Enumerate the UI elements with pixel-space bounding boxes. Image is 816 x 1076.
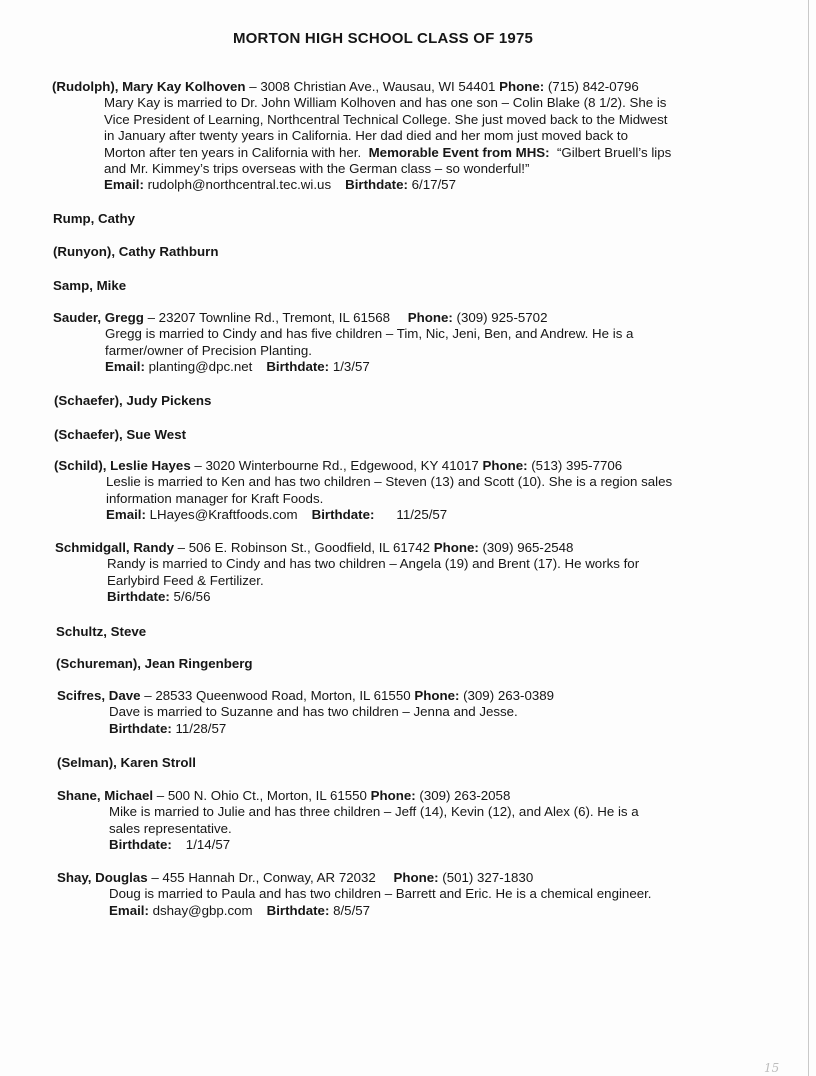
birthdate-value: 1/3/57 — [332, 359, 370, 375]
email-label: Email: — [106, 507, 146, 523]
phone-number: (309) 263-2058 — [419, 788, 511, 803]
phone-number: (513) 395-7706 — [531, 458, 623, 473]
phone-label: Phone: — [414, 688, 460, 703]
birthdate-label: Birthdate: — [345, 177, 408, 193]
alumni-entry — [57, 788, 757, 854]
alumni-entry — [55, 540, 755, 606]
alumni-name: Scifres, Dave — [57, 688, 141, 703]
alumni-entry — [53, 211, 753, 227]
bio-text: Morton after ten years in California with her. — [104, 144, 362, 160]
contact-line — [109, 837, 757, 853]
alumni-entry — [54, 458, 754, 524]
entry-bio — [55, 556, 755, 605]
birthdate-label: Birthdate: — [311, 507, 375, 523]
alumni-name: Schultz, Steve — [56, 624, 147, 639]
alumni-name: (Runyon), Cathy Rathburn — [53, 244, 219, 259]
entry-header — [53, 310, 753, 326]
contact-line — [105, 359, 753, 375]
bio-line: Mike is married to Julie and has three children – Jeff (14), Kevin (12), and Alex (6). He is a — [109, 804, 639, 820]
page-number: 15 — [764, 1061, 780, 1075]
alumni-entry — [53, 310, 753, 376]
email-value: planting@dpc.net — [148, 359, 253, 375]
birthdate-value: 8/5/57 — [333, 902, 371, 918]
phone-label: Phone: — [407, 310, 453, 325]
bio-line — [104, 145, 752, 161]
bio-line: in January after twenty years in California. Her dad died and her mom just moved back to — [104, 128, 629, 144]
bio-line: Leslie is married to Ken and has two children – Steven (13) and Scott (10). She is a region sales — [106, 474, 673, 490]
bio-line: and Mr. Kimmey’s trips overseas with the German class – so wonderful!” — [104, 161, 530, 177]
entry-bio — [57, 804, 757, 853]
entry-header — [57, 688, 757, 704]
birthdate-value: 5/6/56 — [173, 589, 211, 605]
bio-line: sales representative. — [109, 820, 232, 836]
birthdate-label: Birthdate: — [109, 720, 172, 736]
contact-line — [107, 589, 755, 605]
page-edge — [808, 0, 809, 1076]
email-value: rudolph@northcentral.tec.wi.us — [147, 177, 332, 193]
bio-line: Doug is married to Paula and has two children – Barrett and Eric. He is a chemical engineer. — [109, 886, 652, 902]
birthdate-label: Birthdate: — [109, 837, 172, 853]
page-title: MORTON HIGH SCHOOL CLASS OF 1975 — [232, 30, 534, 47]
bio-line: information manager for Kraft Foods. — [106, 490, 324, 506]
alumni-entry — [53, 278, 753, 294]
alumni-entry — [54, 427, 754, 443]
alumni-address: – 3008 Christian Ave., Wausau, WI 54401 — [249, 79, 496, 94]
birthdate-value: 6/17/57 — [411, 177, 456, 193]
birthdate-label: Birthdate: — [107, 589, 170, 605]
entry-bio — [52, 95, 752, 193]
alumni-name: (Schureman), Jean Ringenberg — [56, 656, 253, 671]
entry-bio — [54, 474, 754, 523]
birthdate-value: 11/28/57 — [175, 720, 227, 736]
bio-line: Vice President of Learning, Northcentral Technical College. She just moved back to the Midwest — [104, 111, 668, 127]
phone-label: Phone: — [393, 870, 439, 885]
alumni-entry — [52, 79, 752, 194]
contact-line — [109, 721, 757, 737]
alumni-entry — [56, 624, 756, 640]
entry-bio — [57, 704, 757, 737]
alumni-name: Schmidgall, Randy — [55, 540, 174, 555]
alumni-name: (Selman), Karen Stroll — [57, 755, 196, 770]
birthdate-label: Birthdate: — [266, 359, 330, 375]
contact-line — [109, 903, 757, 919]
email-value: LHayes@Kraftfoods.com — [149, 507, 298, 523]
phone-number: (501) 327-1830 — [442, 870, 534, 885]
email-label: Email: — [105, 359, 145, 375]
memorable-text: “Gilbert Bruell’s lips — [557, 144, 672, 160]
contact-line — [106, 507, 754, 523]
alumni-name: Samp, Mike — [53, 278, 127, 293]
alumni-name: Rump, Cathy — [53, 211, 136, 226]
bio-line: Mary Kay is married to Dr. John William Kolhoven and has one son – Colin Blake (8 1/2). She is — [104, 95, 667, 111]
phone-number: (309) 263-0389 — [463, 688, 555, 703]
entry-header — [55, 540, 755, 556]
bio-line: farmer/owner of Precision Planting. — [105, 342, 312, 358]
alumni-name: Shay, Douglas — [57, 870, 148, 885]
alumni-name: (Schaefer), Sue West — [54, 427, 187, 442]
birthdate-value: 11/25/57 — [396, 507, 448, 523]
alumni-address: – 506 E. Robinson St., Goodfield, IL 61742 — [177, 540, 430, 555]
phone-label: Phone: — [370, 788, 416, 803]
alumni-address: – 23207 Townline Rd., Tremont, IL 61568 — [147, 310, 391, 325]
phone-label: Phone: — [499, 79, 545, 94]
entry-header — [52, 79, 752, 95]
bio-line: Dave is married to Suzanne and has two children – Jenna and Jesse. — [109, 704, 518, 720]
bio-line: Earlybird Feed & Fertilizer. — [107, 572, 264, 588]
alumni-entry — [57, 755, 757, 771]
birthdate-label: Birthdate: — [266, 902, 330, 918]
alumni-address: – 455 Hannah Dr., Conway, AR 72032 — [151, 870, 376, 885]
alumni-entry — [56, 656, 756, 672]
entry-bio — [57, 886, 757, 919]
entry-header — [57, 788, 757, 804]
email-label: Email: — [109, 902, 149, 918]
alumni-name: (Schaefer), Judy Pickens — [54, 393, 212, 408]
entry-header — [54, 458, 754, 474]
phone-label: Phone: — [433, 540, 479, 555]
phone-number: (715) 842-0796 — [547, 79, 639, 94]
email-label: Email: — [104, 177, 144, 193]
memorable-label: Memorable Event from MHS: — [368, 144, 550, 160]
alumni-entry — [57, 870, 757, 919]
alumni-name: (Schild), Leslie Hayes — [54, 458, 191, 473]
alumni-address: – 3020 Winterbourne Rd., Edgewood, KY 41017 — [194, 458, 479, 473]
entry-bio — [53, 326, 753, 375]
contact-line — [104, 177, 752, 193]
alumni-address: – 500 N. Ohio Ct., Morton, IL 61550 — [156, 788, 367, 803]
phone-number: (309) 925-5702 — [456, 310, 548, 325]
bio-line: Randy is married to Cindy and has two children – Angela (19) and Brent (17). He works for — [107, 556, 640, 572]
birthdate-value: 1/14/57 — [185, 837, 231, 853]
alumni-address: – 28533 Queenwood Road, Morton, IL 61550 — [144, 688, 411, 703]
alumni-entry — [54, 393, 754, 409]
alumni-entry — [57, 688, 757, 737]
bio-line: Gregg is married to Cindy and has five children – Tim, Nic, Jeni, Ben, and Andrew. He is a — [105, 326, 634, 342]
alumni-entry — [53, 244, 753, 260]
phone-label: Phone: — [482, 458, 528, 473]
entry-header — [57, 870, 757, 886]
email-value: dshay@gbp.com — [152, 902, 253, 918]
alumni-name: Sauder, Gregg — [53, 310, 144, 325]
phone-number: (309) 965-2548 — [482, 540, 574, 555]
alumni-name: (Rudolph), Mary Kay Kolhoven — [52, 79, 246, 94]
alumni-name: Shane, Michael — [57, 788, 154, 803]
